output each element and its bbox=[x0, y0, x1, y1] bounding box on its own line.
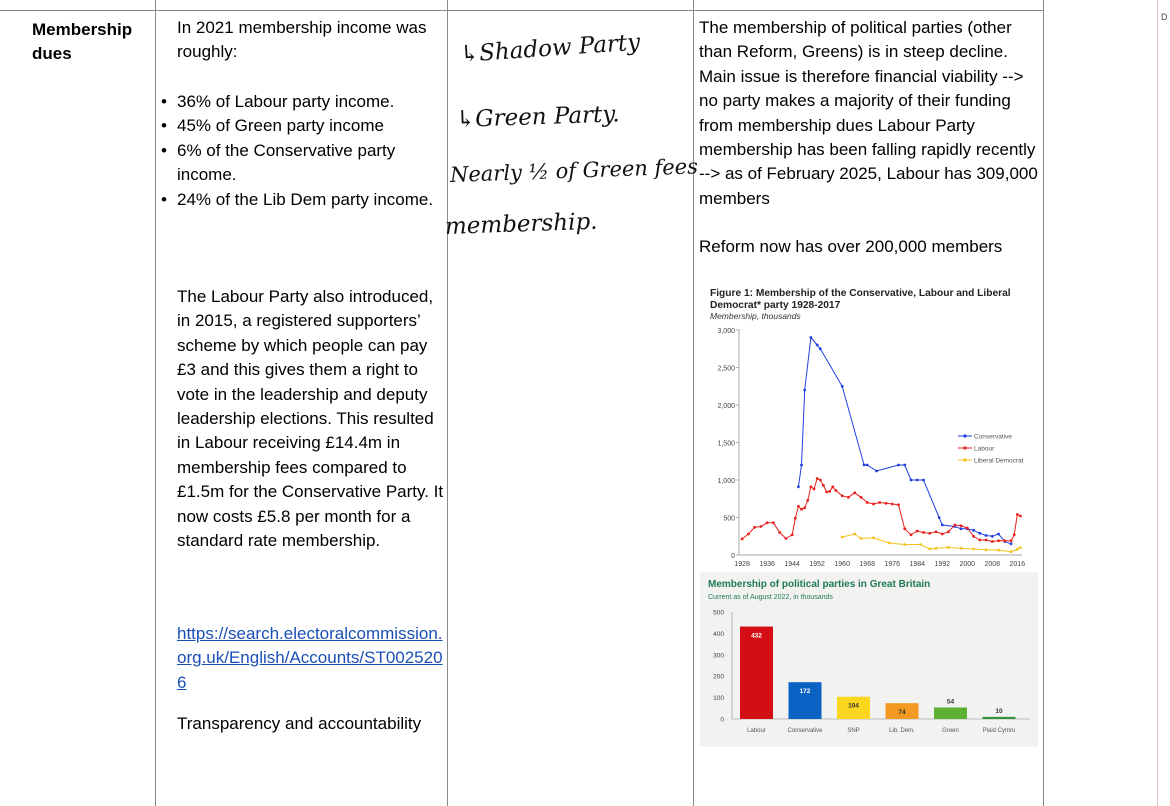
legend-marker bbox=[963, 434, 966, 437]
data-point-labour bbox=[766, 521, 769, 524]
data-point-liberal-democrat bbox=[997, 549, 1000, 552]
data-point-labour bbox=[847, 496, 850, 499]
data-point-labour bbox=[941, 533, 944, 536]
membership-bar-chart bbox=[700, 572, 1038, 747]
reform-paragraph: Reform now has over 200,000 members bbox=[699, 237, 1003, 257]
line-chart-xtick-label: 1984 bbox=[909, 561, 926, 568]
bar-chart-subtitle: Current as of August 2022, in thousands bbox=[708, 594, 833, 601]
data-point-labour bbox=[816, 477, 819, 480]
line-chart-xtick-label: 1976 bbox=[884, 561, 901, 568]
data-point-labour bbox=[928, 532, 931, 535]
data-point-liberal-democrat bbox=[972, 548, 975, 551]
data-point-labour bbox=[953, 524, 956, 527]
data-point-conservative bbox=[997, 533, 1000, 536]
data-point-conservative bbox=[938, 516, 941, 519]
bar-chart-title: Membership of political parties in Great Britain bbox=[708, 579, 931, 590]
data-point-conservative bbox=[800, 464, 803, 467]
data-point-labour bbox=[872, 503, 875, 506]
data-point-conservative bbox=[978, 532, 981, 535]
bar-category-label: Labour bbox=[747, 728, 766, 734]
line-chart-title-line1: Figure 1: Membership of the Conservative, Labour and Liberal bbox=[710, 288, 1011, 299]
bar-value-label: 432 bbox=[751, 632, 762, 640]
line-chart-xtick-label: 1928 bbox=[734, 561, 750, 568]
line-chart-xtick-label: 2016 bbox=[1009, 561, 1026, 568]
data-point-liberal-democrat bbox=[1010, 550, 1013, 553]
data-point-labour bbox=[797, 505, 800, 508]
bar-value-label: 104 bbox=[848, 702, 859, 710]
data-point-conservative bbox=[922, 479, 925, 482]
data-point-liberal-democrat bbox=[853, 533, 856, 536]
data-point-conservative bbox=[875, 470, 878, 473]
bar-category-label: Lib. Dem. bbox=[889, 728, 915, 734]
intro-text: In 2021 membership income was roughly: bbox=[177, 18, 427, 62]
table-row-border bbox=[0, 10, 1044, 11]
bar-chart-ytick-label: 200 bbox=[713, 673, 724, 681]
bar-category-label: SNP bbox=[847, 728, 860, 734]
data-point-labour bbox=[985, 539, 988, 542]
data-point-labour bbox=[828, 490, 831, 493]
table-border-left-col4 bbox=[693, 0, 694, 806]
data-point-conservative bbox=[960, 527, 963, 530]
bar-category-label: Conservative bbox=[787, 728, 823, 734]
data-point-liberal-democrat bbox=[903, 543, 906, 546]
data-point-labour bbox=[741, 538, 744, 541]
data-point-liberal-democrat bbox=[947, 546, 950, 549]
data-point-labour bbox=[860, 496, 863, 499]
data-point-liberal-democrat bbox=[985, 548, 988, 551]
data-point-conservative bbox=[803, 389, 806, 392]
bullet-green: • 45% of Green party income bbox=[161, 114, 446, 138]
data-point-conservative bbox=[810, 336, 813, 339]
data-point-liberal-democrat bbox=[872, 536, 875, 539]
line-chart-ytick-label: 0 bbox=[731, 553, 735, 560]
bar-chart-svg bbox=[700, 572, 1038, 747]
handwritten-note-1: ↳Shadow Party bbox=[459, 29, 641, 68]
data-point-labour bbox=[800, 508, 803, 511]
line-chart-ytick-label: 2,000 bbox=[717, 403, 735, 410]
data-point-liberal-democrat bbox=[841, 536, 844, 539]
handwritten-note-4: membership. bbox=[444, 208, 598, 240]
data-point-labour bbox=[778, 531, 781, 534]
data-point-labour bbox=[753, 526, 756, 529]
data-point-labour bbox=[813, 488, 816, 491]
legend-marker bbox=[963, 458, 966, 461]
data-point-conservative bbox=[1010, 542, 1013, 545]
data-point-labour bbox=[791, 533, 794, 536]
line-chart-xtick-label: 2008 bbox=[984, 561, 1001, 568]
bar-category-label: Green bbox=[942, 728, 959, 734]
page-edge-marker bbox=[1157, 0, 1158, 806]
data-point-labour bbox=[785, 537, 788, 540]
data-point-labour bbox=[819, 479, 822, 482]
handwritten-note-2: ↳Green Party. bbox=[455, 101, 620, 133]
data-point-labour bbox=[803, 506, 806, 509]
line-chart-ytick-label: 3,000 bbox=[717, 328, 735, 335]
data-point-labour bbox=[866, 501, 869, 504]
bar-chart-ytick-label: 0 bbox=[720, 716, 724, 724]
row-label: Membership dues bbox=[32, 20, 133, 63]
series-line-liberal-democrat bbox=[842, 534, 1020, 552]
data-point-conservative bbox=[985, 534, 988, 537]
data-point-labour bbox=[1013, 533, 1016, 536]
data-point-conservative bbox=[991, 535, 994, 538]
data-point-liberal-democrat bbox=[928, 548, 931, 551]
data-point-labour bbox=[903, 527, 906, 530]
data-point-labour bbox=[922, 531, 925, 534]
data-point-conservative bbox=[797, 485, 800, 488]
data-point-liberal-democrat bbox=[860, 537, 863, 540]
data-point-labour bbox=[960, 524, 963, 527]
data-point-labour bbox=[831, 485, 834, 488]
series-line-conservative bbox=[798, 338, 1011, 544]
data-point-labour bbox=[891, 503, 894, 506]
line-chart-xtick-label: 1968 bbox=[859, 561, 875, 568]
legend-label: Liberal Democrat bbox=[974, 457, 1024, 465]
bar-value-label: 10 bbox=[995, 707, 1003, 715]
data-point-liberal-democrat bbox=[935, 547, 938, 550]
data-point-liberal-democrat bbox=[960, 547, 963, 550]
data-point-labour bbox=[794, 517, 797, 520]
data-point-labour bbox=[1010, 539, 1013, 542]
bar-category-label: Plaid Cymru bbox=[982, 728, 1016, 734]
data-point-labour bbox=[897, 503, 900, 506]
legend-label: Labour bbox=[974, 445, 995, 453]
line-chart-xtick-label: 1944 bbox=[784, 561, 800, 568]
data-point-conservative bbox=[972, 529, 975, 532]
bar-value-label: 172 bbox=[799, 688, 811, 696]
line-chart-xtick-label: 2000 bbox=[959, 561, 976, 568]
data-point-labour bbox=[772, 521, 775, 524]
data-point-labour bbox=[760, 525, 763, 528]
line-chart-xtick-label: 1936 bbox=[759, 561, 775, 568]
electoral-commission-link[interactable]: https://search.electoralcommission.org.uk/English/Accounts/ST0025206 bbox=[177, 624, 443, 692]
data-point-liberal-democrat bbox=[919, 543, 922, 546]
bullet-conservative: • 6% of the Conservative party income. bbox=[161, 139, 446, 188]
data-point-labour bbox=[747, 533, 750, 536]
income-bullet-list bbox=[161, 90, 446, 212]
data-point-labour bbox=[806, 499, 809, 502]
table-border-left-col3 bbox=[447, 0, 448, 806]
bar-value-label: 54 bbox=[946, 698, 955, 706]
data-point-conservative bbox=[897, 464, 900, 467]
data-point-labour bbox=[885, 502, 888, 505]
bar-chart-ytick-label: 300 bbox=[713, 652, 724, 660]
data-point-labour bbox=[997, 539, 1000, 542]
transparency-text: Transparency and accountability bbox=[177, 714, 422, 733]
data-point-labour bbox=[835, 489, 838, 492]
bullet-libdem: • 24% of the Lib Dem party income. bbox=[161, 188, 446, 212]
data-point-labour bbox=[822, 484, 825, 487]
data-point-conservative bbox=[910, 479, 913, 482]
data-point-labour bbox=[841, 494, 844, 497]
data-point-labour bbox=[991, 540, 994, 543]
data-point-labour bbox=[910, 533, 913, 536]
line-chart-xtick-label: 1992 bbox=[934, 561, 951, 568]
edge-letter: D bbox=[1161, 12, 1168, 22]
bullet-labour: • 36% of Labour party income. bbox=[161, 90, 446, 114]
data-point-liberal-democrat bbox=[1019, 546, 1022, 549]
handwritten-note-3: Nearly ½ of Green fees bbox=[449, 154, 699, 187]
bar-value-label: 74 bbox=[898, 709, 906, 717]
data-point-conservative bbox=[816, 344, 819, 347]
series-line-labour bbox=[742, 479, 1020, 542]
data-point-labour bbox=[935, 530, 938, 533]
data-point-labour bbox=[853, 491, 856, 494]
labour-supporters-paragraph: The Labour Party also introduced, in 2015, a registered supporters’ scheme by which people can pay £3 and this gives them a right to vote in the leadership and deputy leadership elections. This resulted in Labour receiving £14.4m in membership fees compared to £1.5m for the Conservative Party. It now costs £5.8 per month for a standard rate membership. bbox=[177, 287, 444, 551]
legend-marker bbox=[963, 446, 966, 449]
data-point-conservative bbox=[841, 385, 844, 388]
data-point-conservative bbox=[916, 479, 919, 482]
line-chart-title-line2: Democrat* party 1928-2017 bbox=[710, 300, 841, 311]
bar-chart-ytick-label: 500 bbox=[713, 609, 724, 617]
bar-chart-ytick-label: 100 bbox=[713, 695, 724, 703]
bar-chart-ytick-label: 400 bbox=[713, 630, 724, 638]
decline-paragraph: The membership of political parties (other than Reform, Greens) is in steep decline. Main issue is therefore financial viability --> no party makes a majority of their funding from membership dues Labour Party membership has been falling rapidly recently --> as of February 2025, Labour has 309,000 members bbox=[699, 18, 1038, 208]
data-point-liberal-democrat bbox=[1016, 548, 1019, 551]
table-border-right bbox=[1043, 0, 1044, 806]
data-point-labour bbox=[978, 539, 981, 542]
membership-line-chart bbox=[706, 285, 1038, 570]
data-point-labour bbox=[947, 530, 950, 533]
data-point-labour bbox=[810, 485, 813, 488]
data-point-labour bbox=[1016, 513, 1019, 516]
data-point-conservative bbox=[941, 524, 944, 527]
line-chart-ytick-label: 2,500 bbox=[717, 365, 735, 373]
data-point-labour bbox=[916, 530, 919, 533]
bar-plaid-cymru bbox=[983, 717, 1016, 719]
line-chart-svg bbox=[706, 285, 1038, 570]
data-point-labour bbox=[1003, 539, 1006, 542]
line-chart-xtick-label: 1952 bbox=[809, 561, 825, 568]
data-point-conservative bbox=[866, 464, 869, 467]
data-point-labour bbox=[1019, 515, 1022, 518]
bar-green bbox=[934, 707, 967, 719]
line-chart-ytick-label: 1,500 bbox=[717, 440, 735, 448]
table-border-left-col2 bbox=[155, 0, 156, 806]
data-point-liberal-democrat bbox=[888, 542, 891, 545]
line-chart-ytick-label: 500 bbox=[723, 515, 735, 523]
line-chart-ytick-label: 1,000 bbox=[717, 478, 735, 485]
column-4-cell bbox=[699, 16, 1039, 260]
data-point-labour bbox=[825, 491, 828, 494]
line-chart-ylabel: Membership, thousands bbox=[710, 311, 801, 321]
data-point-labour bbox=[878, 501, 881, 504]
legend-label: Conservative bbox=[974, 433, 1012, 441]
data-point-labour bbox=[972, 535, 975, 538]
data-point-conservative bbox=[819, 347, 822, 350]
line-chart-xtick-label: 1960 bbox=[834, 561, 850, 568]
bar-labour bbox=[740, 627, 773, 719]
data-point-conservative bbox=[863, 464, 866, 467]
data-point-labour bbox=[966, 527, 969, 530]
data-point-conservative bbox=[903, 464, 906, 467]
